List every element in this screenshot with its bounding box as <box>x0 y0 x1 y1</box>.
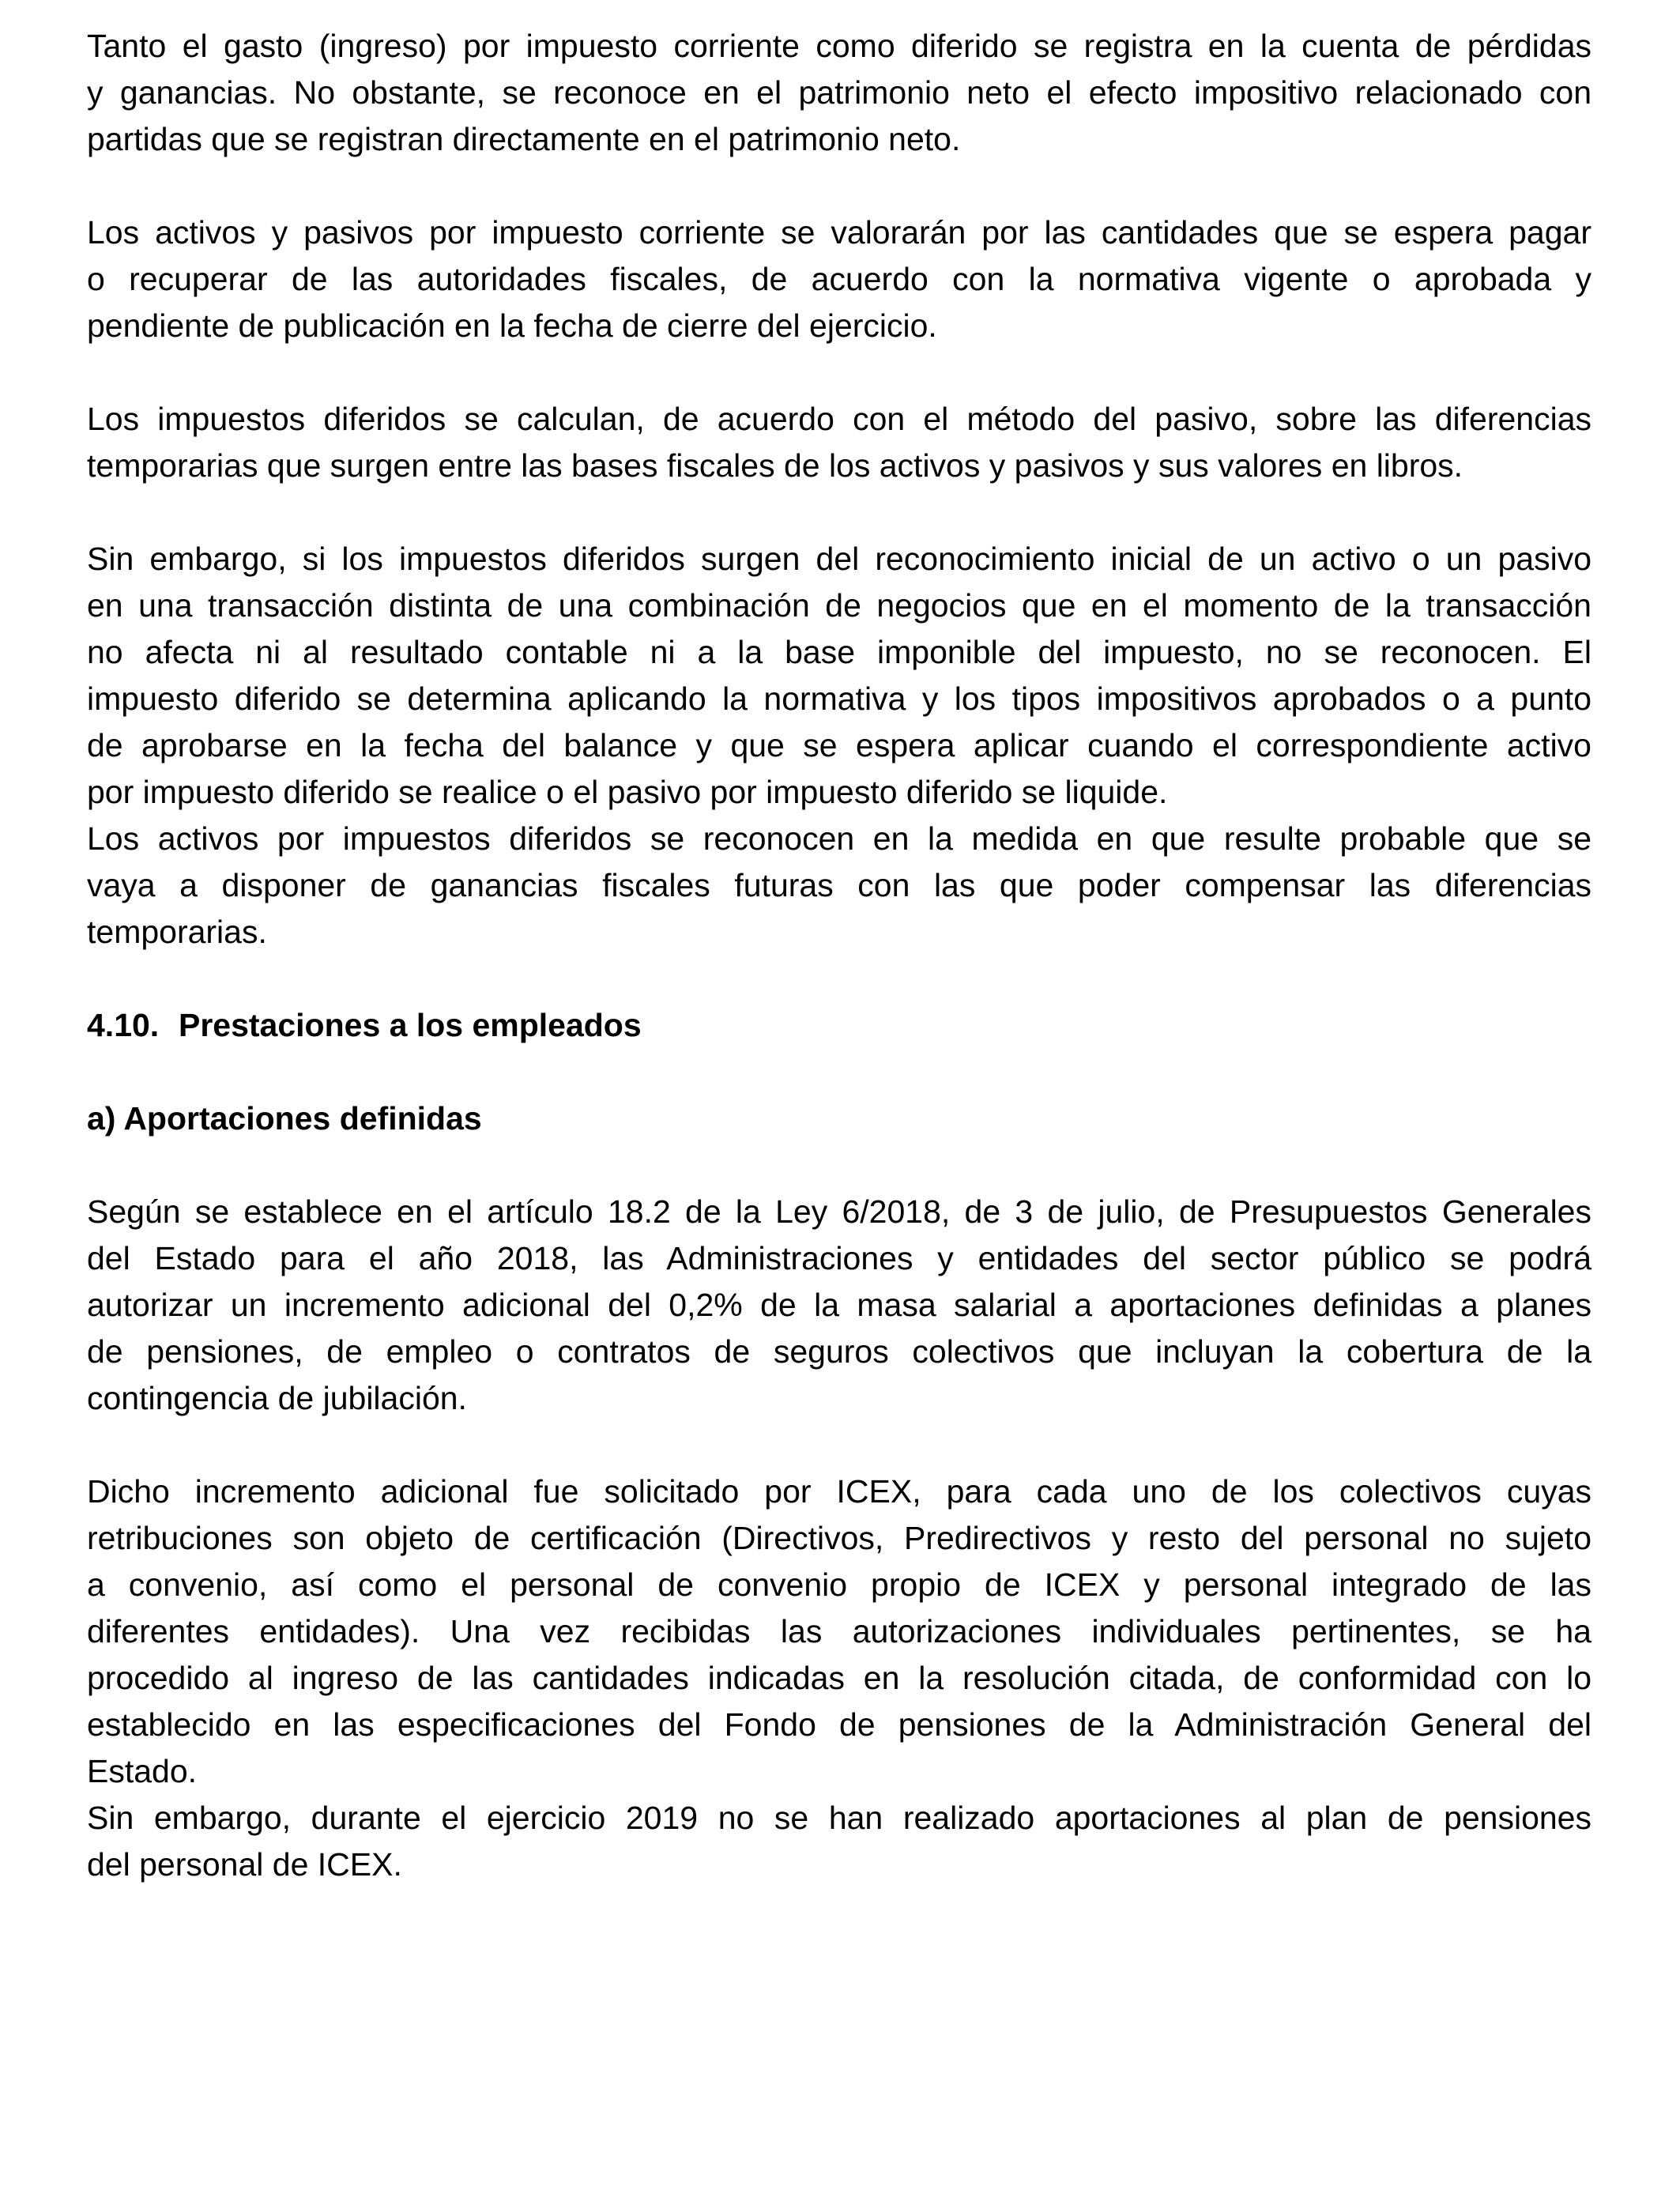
text-line: o recuperar de las autoridades fiscales, de acuerdo con la normativa vigente o aprobada y <box>87 261 1591 297</box>
document-page <box>87 23 1591 1888</box>
text-line: del Estado para el año 2018, las Administraciones y entidades del sector público se podrá <box>87 1240 1591 1276</box>
text-line: temporarias. <box>87 914 267 950</box>
text-line: partidas que se registran directamente en el patrimonio neto. <box>87 121 961 157</box>
text-line: Estado. <box>87 1753 198 1789</box>
spacer <box>87 163 1591 209</box>
text-line: del personal de ICEX. <box>87 1846 402 1883</box>
text-line: no afecta ni al resultado contable ni a la base imponible del impuesto, no se reconocen. El <box>87 634 1591 670</box>
spacer <box>87 489 1591 536</box>
paragraph <box>87 536 1591 816</box>
spacer <box>87 349 1591 396</box>
text-line: Los impuestos diferidos se calculan, de acuerdo con el método del pasivo, sobre las diferencias <box>87 401 1591 437</box>
paragraph <box>87 1795 1591 1888</box>
text-line: Sin embargo, durante el ejercicio 2019 no se han realizado aportaciones al plan de pensiones <box>87 1800 1591 1836</box>
text-line: diferentes entidades). Una vez recibidas las autorizaciones individuales pertinentes, se ha <box>87 1613 1591 1649</box>
paragraph <box>87 816 1591 956</box>
text-line: de aprobarse en la fecha del balance y que se espera aplicar cuando el correspondiente activo <box>87 727 1591 763</box>
text-line: vaya a disponer de ganancias fiscales futuras con las que poder compensar las diferencias <box>87 867 1591 903</box>
section-title: Prestaciones a los empleados <box>179 1007 642 1043</box>
text-line: Tanto el gasto (ingreso) por impuesto corriente como diferido se registra en la cuenta de pérdidas <box>87 28 1591 64</box>
paragraph <box>87 209 1591 349</box>
spacer <box>87 1142 1591 1189</box>
spacer <box>87 956 1591 1002</box>
text-line: Los activos por impuestos diferidos se reconocen en la medida en que resulte probable que se <box>87 820 1591 857</box>
text-line: en una transacción distinta de una combinación de negocios que en el momento de la transacción <box>87 587 1591 624</box>
text-line: temporarias que surgen entre las bases fiscales de los activos y pasivos y sus valores en libros. <box>87 447 1463 484</box>
paragraph <box>87 1468 1591 1795</box>
section-deferred-taxes <box>87 23 1591 956</box>
section-defined-contributions <box>87 1189 1591 1888</box>
text-line: procedido al ingreso de las cantidades indicadas en la resolución citada, de conformidad con lo <box>87 1660 1591 1696</box>
section-number: 4.10. <box>87 1007 160 1043</box>
paragraph <box>87 396 1591 489</box>
subheading: a) Aportaciones definidas <box>87 1100 482 1137</box>
text-line: Sin embargo, si los impuestos diferidos surgen del reconocimiento inicial de un activo o un pasivo <box>87 541 1591 577</box>
text-line: impuesto diferido se determina aplicando la normativa y los tipos impositivos aprobados o a punto <box>87 680 1591 717</box>
text-line: de pensiones, de empleo o contratos de seguros colectivos que incluyan la cobertura de la <box>87 1333 1591 1370</box>
text-line: contingencia de jubilación. <box>87 1380 467 1416</box>
text-line: Los activos y pasivos por impuesto corriente se valorarán por las cantidades que se espera pagar <box>87 214 1591 251</box>
paragraph <box>87 23 1591 163</box>
text-line: retribuciones son objeto de certificación (Directivos, Predirectivos y resto del personal no sujeto <box>87 1520 1591 1556</box>
section-heading <box>87 1002 1591 1049</box>
spacer <box>87 1049 1591 1095</box>
text-line: Dicho incremento adicional fue solicitado por ICEX, para cada uno de los colectivos cuyas <box>87 1473 1591 1510</box>
text-line: pendiente de publicación en la fecha de cierre del ejercicio. <box>87 307 937 344</box>
paragraph <box>87 1189 1591 1422</box>
text-line: y ganancias. No obstante, se reconoce en el patrimonio neto el efecto impositivo relacionado con <box>87 74 1591 111</box>
spacer <box>87 1422 1591 1468</box>
text-line: autorizar un incremento adicional del 0,2% de la masa salarial a aportaciones definidas a planes <box>87 1287 1591 1323</box>
text-line: establecido en las especificaciones del Fondo de pensiones de la Administración General del <box>87 1706 1591 1743</box>
text-line: a convenio, así como el personal de convenio propio de ICEX y personal integrado de las <box>87 1566 1591 1603</box>
text-line: por impuesto diferido se realice o el pasivo por impuesto diferido se liquide. <box>87 774 1168 810</box>
text-line: Según se establece en el artículo 18.2 de la Ley 6/2018, de 3 de julio, de Presupuestos Generales <box>87 1193 1591 1230</box>
